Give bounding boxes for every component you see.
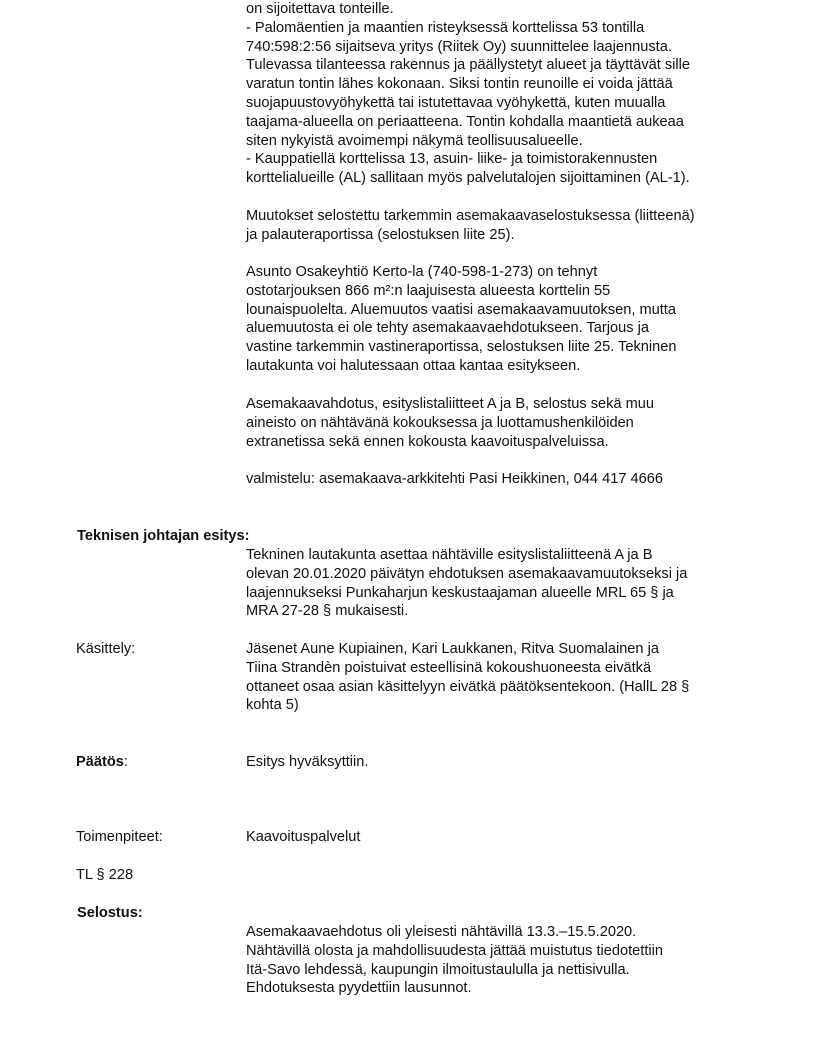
text-line: Jäsenet Aune Kupiainen, Kari Laukkanen, Ritva Suomalainen ja	[246, 641, 659, 657]
text-line: 740:598:2:56 sijaitseva yritys (Riitek Oy) suunnittelee laajennusta.	[246, 38, 672, 55]
text-line: ja palauteraportissa (selostuksen liite 25).	[246, 226, 515, 243]
text-line: olevan 20.01.2020 päivätyn ehdotuksen asemakaavamuutokseksi ja	[246, 565, 688, 582]
handling-label: Käsittely:	[76, 641, 136, 657]
proposal-text	[246, 546, 766, 621]
decision-label	[76, 753, 128, 772]
text-line: Kaavoituspalvelut	[246, 829, 361, 845]
material-paragraph	[246, 395, 766, 451]
text-line: kohta 5)	[246, 697, 299, 714]
actions-text	[246, 828, 766, 847]
section-reference: TL § 228	[76, 867, 134, 883]
decision-label-text: Päätös	[76, 754, 124, 770]
text-line: suojapuustovyöhykettä tai istutettavaa vyöhykettä, kuten muualla	[246, 94, 666, 111]
text-line: lounaispuolelta. Aluemuutos vaatisi asemakaavamuutoksen, mutta	[246, 301, 676, 318]
proposal-heading: Teknisen johtajan esitys:	[77, 528, 250, 544]
explanation-text	[246, 923, 766, 998]
decision-label-colon: :	[123, 754, 128, 770]
text-line: Esitys hyväksyttiin.	[246, 754, 369, 770]
handling-text	[246, 640, 766, 715]
text-line: ottaneet osaa asian käsittelyyn eivätkä päätöksentekoon. (HallL 28 §	[246, 678, 690, 695]
actions-label: Toimenpiteet:	[76, 829, 163, 845]
text-line: Asemakaavaehdotus oli yleisesti nähtävillä 13.3.–15.5.2020.	[246, 924, 637, 940]
preparer-contact: valmistelu: asemakaava-arkkitehti Pasi Heikkinen, 044 417 4666	[246, 471, 663, 487]
text-line: Tiina Strandèn poistuivat esteellisinä kokoushuoneesta eivätkä	[246, 659, 652, 676]
text-line: siten nykyistä avoimempi näkymä teollisuusalueelle.	[246, 132, 583, 149]
text-line: MRA 27-28 § mukaisesti.	[246, 603, 409, 620]
text-line: laajennukseksi Punkaharjun keskustaajaman alueelle MRL 65 § ja	[246, 584, 674, 601]
text-line: - Kauppatiellä korttelissa 13, asuin- liike- ja toimistorakennusten	[246, 151, 658, 168]
text-line: Muutokset selostettu tarkemmin asemakaavaselostuksessa (liitteenä)	[246, 208, 695, 224]
text-line: Asemakaavahdotus, esityslistaliitteet A ja B, selostus sekä muu	[246, 396, 655, 412]
preparation-line	[246, 470, 766, 489]
decision-text	[246, 753, 766, 772]
text-line: Asunto Osakeyhtiö Kerto-la (740-598-1-273) on tehnyt	[246, 264, 598, 280]
text-line: varatun tontin lähes kokonaan. Siksi tontin reunoille ei voida jättää	[246, 76, 673, 93]
text-line: aluemuutosta ei ole tehty asemakaavaehdotukseen. Tarjous ja	[246, 320, 649, 337]
text-line: on sijoitettava tonteille.	[246, 1, 394, 17]
intro-paragraph	[246, 0, 766, 188]
text-line: lautakunta voi halutessaan ottaa kantaa esitykseen.	[246, 357, 581, 374]
offer-paragraph	[246, 263, 766, 376]
text-line: Itä-Savo lehdessä, kaupungin ilmoitustaululla ja nettisivulla.	[246, 961, 630, 978]
text-line: Nähtävillä olosta ja mahdollisuudesta jättää muistutus tiedotettiin	[246, 942, 663, 959]
text-line: taajama-alueella on periaatteena. Tontin kohdalla maantietä aukeaa	[246, 113, 684, 130]
text-line: Tulevassa tilanteessa rakennus ja päällystetyt alueet ja täyttävät sille	[246, 57, 690, 74]
text-line: Ehdotuksesta pyydettiin lausunnot.	[246, 980, 472, 997]
text-line: Tekninen lautakunta asettaa nähtäville esityslistaliitteenä A ja B	[246, 547, 653, 563]
text-line: - Palomäentien ja maantien risteyksessä korttelissa 53 tontilla	[246, 19, 645, 36]
explanation-heading: Selostus:	[77, 905, 143, 921]
text-line: ostotarjouksen 866 m²:n laajuisesta alueesta korttelin 55	[246, 282, 611, 299]
text-line: extranetissa sekä ennen kokousta kaavoituspalveluissa.	[246, 433, 609, 450]
text-line: aineisto on nähtävänä kokouksessa ja luottamushenkilöiden	[246, 414, 634, 431]
changes-paragraph	[246, 207, 766, 245]
text-line: korttelialueille (AL) sallitaan myös palvelutalojen sijoittaminen (AL-1).	[246, 170, 690, 187]
text-line: vastine tarkemmin vastineraportissa, selostuksen liite 25. Tekninen	[246, 339, 677, 356]
